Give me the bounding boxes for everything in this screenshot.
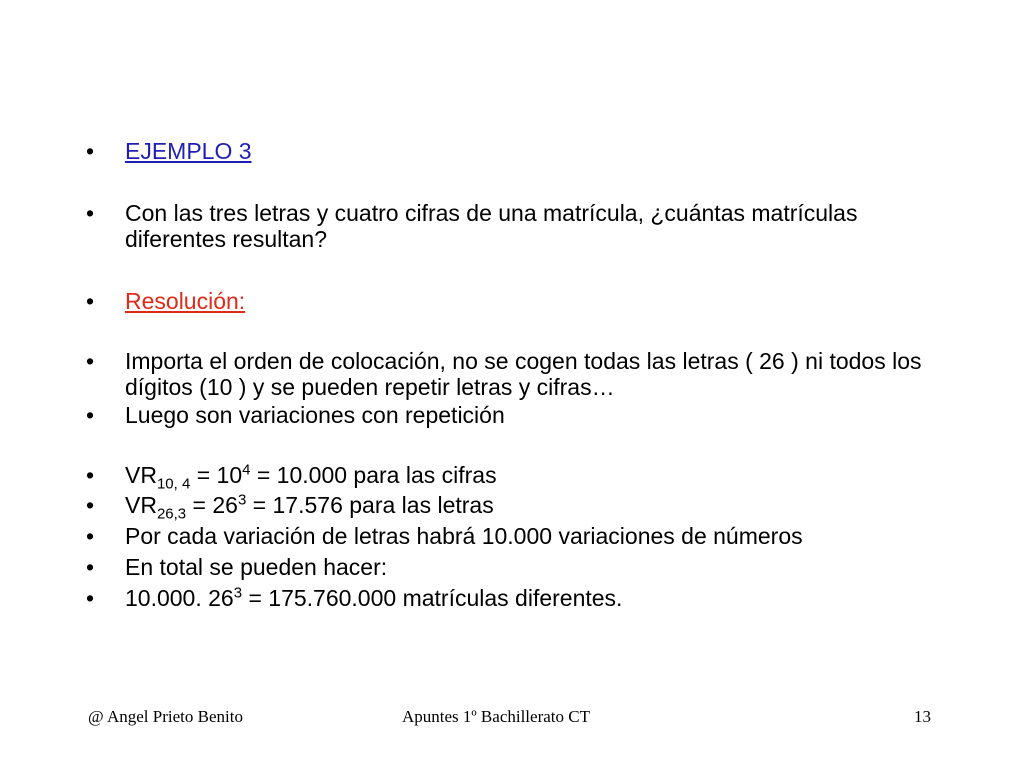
footer-page-number: 13 — [914, 707, 931, 726]
bullet-dot: • — [86, 523, 95, 549]
total-label-text: En total se pueden hacer: — [125, 554, 388, 580]
bullet-vr-letters — [86, 491, 946, 523]
bullet-heading — [86, 138, 946, 164]
vr-letters-formula — [125, 491, 946, 523]
vr-exponent: 4 — [242, 461, 251, 479]
total-result: = 175.760.000 matrículas diferentes. — [242, 585, 623, 611]
vr-subscript: 26,3 — [156, 505, 187, 523]
bullet-dot: • — [86, 585, 95, 611]
bullet-dot: • — [86, 402, 95, 428]
bullet-dot: • — [86, 288, 95, 314]
vr-base: VR — [125, 462, 157, 488]
bullet-dot: • — [86, 492, 95, 518]
vr-result: = 17.576 para las letras — [246, 492, 494, 518]
footer-course: Apuntes 1º Bachillerato CT — [402, 707, 590, 726]
resolution-heading[interactable]: Resolución: — [125, 288, 246, 314]
bullet-total-label — [86, 554, 946, 580]
bullet-dot: • — [86, 554, 95, 580]
bullet-explain — [86, 348, 946, 400]
conclusion-text: Luego son variaciones con repetición — [125, 402, 505, 428]
vr-subscript: 10, 4 — [156, 475, 191, 493]
bullet-resolution — [86, 288, 946, 314]
explain-text: Importa el orden de colocación, no se cogen todas las letras ( 26 ) ni todos los dígitos (10 ) y se pueden repetir letras y cifras… — [125, 348, 922, 400]
bullet-conclusion — [86, 402, 946, 428]
per-variation-text: Por cada variación de letras habrá 10.000 variaciones de números — [125, 523, 803, 549]
bullet-dot: • — [86, 138, 95, 164]
bullet-dot: • — [86, 200, 95, 226]
total-exponent: 3 — [233, 584, 243, 602]
bullet-question — [86, 200, 946, 252]
bullet-total — [86, 585, 946, 611]
example-heading[interactable]: EJEMPLO 3 — [125, 138, 252, 164]
vr-base: VR — [125, 492, 157, 518]
vr-exponent: 3 — [237, 491, 247, 509]
total-formula — [125, 585, 946, 611]
bullet-per-variation — [86, 523, 946, 549]
vr-equals: = 26 — [186, 492, 238, 518]
vr-result: = 10.000 para las cifras — [250, 462, 497, 488]
question-text: Con las tres letras y cuatro cifras de una matrícula, ¿cuántas matrículas diferentes resultan? — [125, 200, 858, 252]
footer-author: @ Angel Prieto Benito — [88, 707, 243, 726]
bullet-dot: • — [86, 348, 95, 374]
total-pre: 10.000. 26 — [125, 585, 234, 611]
vr-equals: = 10 — [190, 462, 243, 488]
bullet-dot: • — [86, 462, 95, 488]
bullet-vr-digits — [86, 461, 946, 493]
vr-digits-formula — [125, 461, 946, 493]
